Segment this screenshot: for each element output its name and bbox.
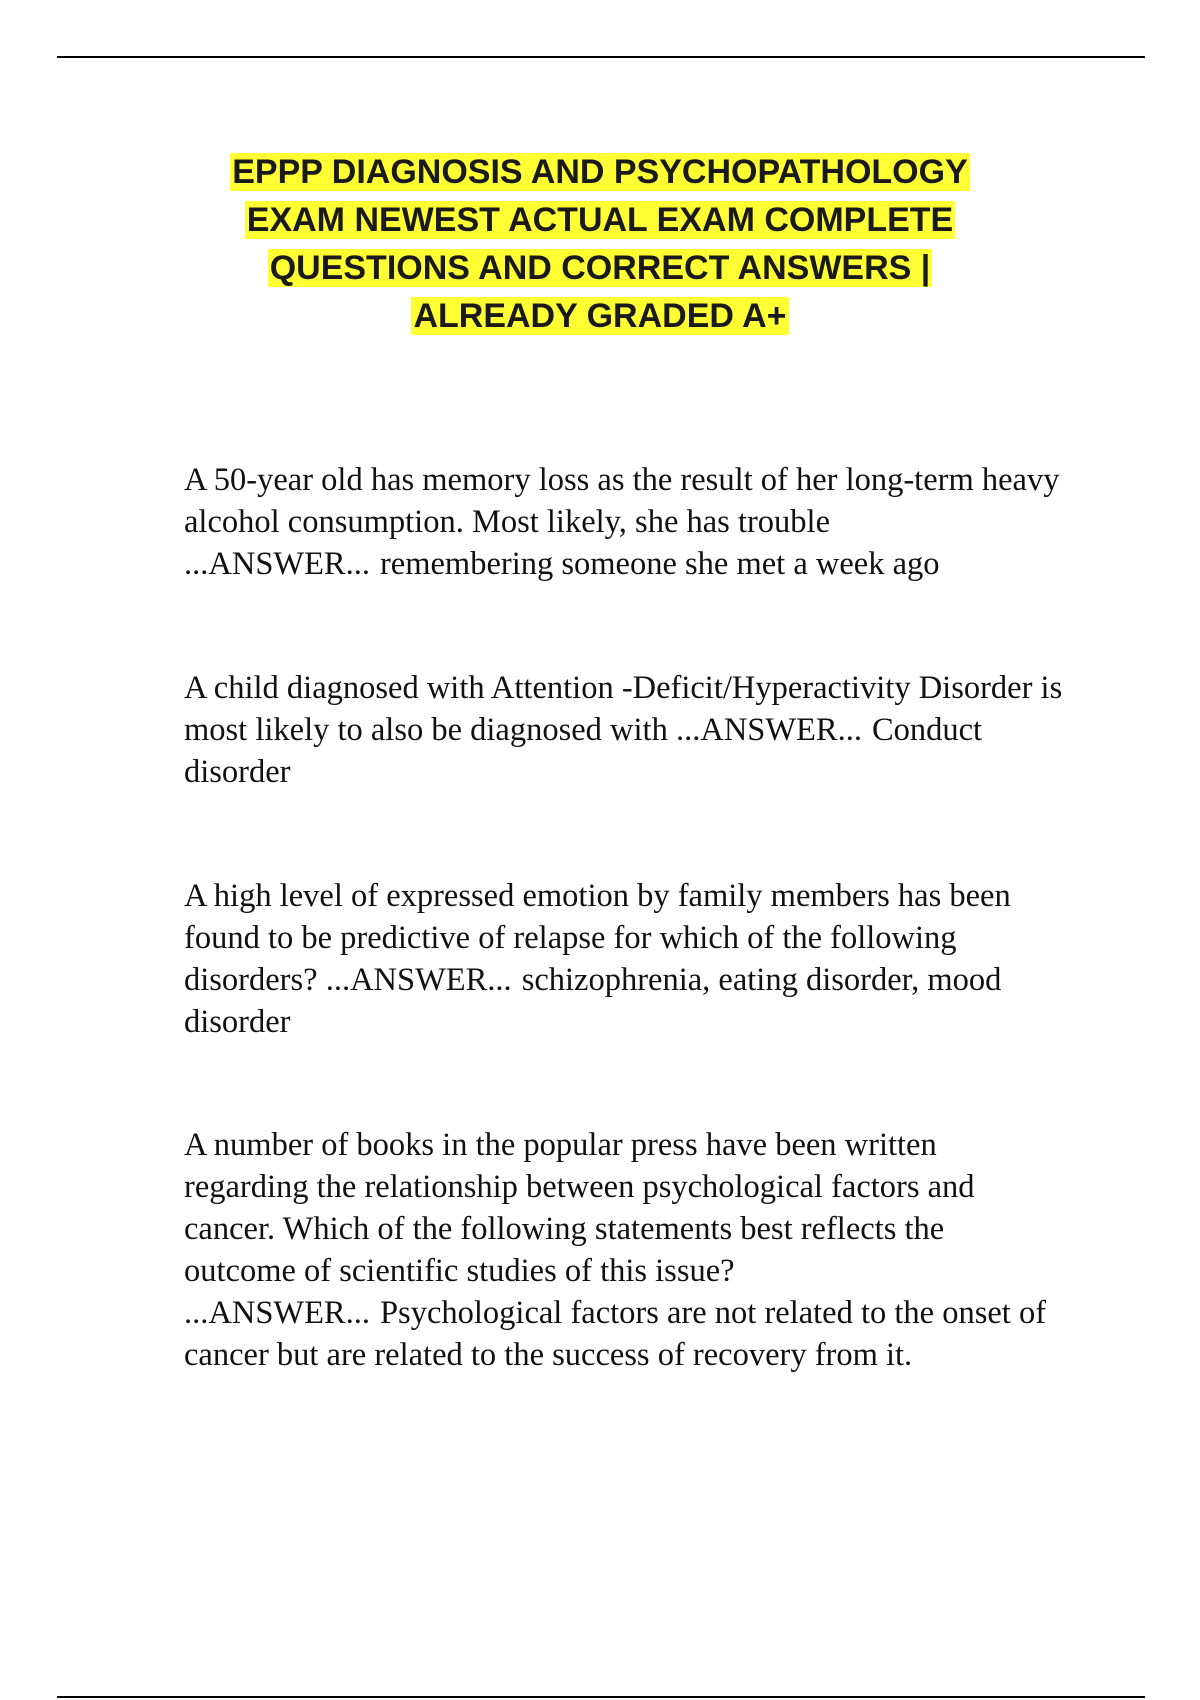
title-line-3: QUESTIONS AND CORRECT ANSWERS | bbox=[269, 249, 931, 287]
title-line-2: EXAM NEWEST ACTUAL EXAM COMPLETE bbox=[246, 201, 954, 239]
answer-marker: ...ANSWER... bbox=[675, 712, 862, 748]
answer-text: Conduct disorder bbox=[184, 712, 983, 790]
bottom-rule bbox=[57, 1696, 1145, 1698]
qa-item bbox=[184, 459, 1064, 585]
answer-marker: ...ANSWER... bbox=[325, 962, 512, 998]
answer-marker: ...ANSWER... bbox=[184, 546, 370, 582]
title-line-4: ALREADY GRADED A+ bbox=[413, 297, 787, 335]
question-text: A child diagnosed with Attention -Deficit/Hyperactivity Disorder is most likely to also be diagnosed with bbox=[184, 670, 1063, 748]
question-text: A high level of expressed emotion by family members has been found to be predictive of relapse for which of the following disorders? bbox=[184, 878, 1011, 998]
answer-text: remembering someone she met a week ago bbox=[379, 546, 940, 582]
answer-text: schizophrenia, eating disorder, mood disorder bbox=[184, 962, 1002, 1040]
title-line-1: EPPP DIAGNOSIS AND PSYCHOPATHOLOGY bbox=[232, 153, 968, 191]
question-text: A 50-year old has memory loss as the result of her long-term heavy alcohol consumption. Most likely, she has trouble bbox=[184, 462, 1060, 540]
qa-item bbox=[184, 1124, 1064, 1376]
qa-item bbox=[184, 667, 1064, 793]
answer-text: Psychological factors are not related to the onset of cancer but are related to the success of recovery from it. bbox=[184, 1295, 1047, 1373]
top-rule bbox=[57, 56, 1145, 58]
answer-marker: ...ANSWER... bbox=[184, 1295, 370, 1331]
qa-item bbox=[184, 875, 1064, 1043]
document-title bbox=[0, 148, 1200, 340]
question-text: A number of books in the popular press have been written regarding the relationship between psychological factors and cancer. Which of the following statements best reflects the outcome of scientific studies of this issue? bbox=[184, 1127, 975, 1289]
